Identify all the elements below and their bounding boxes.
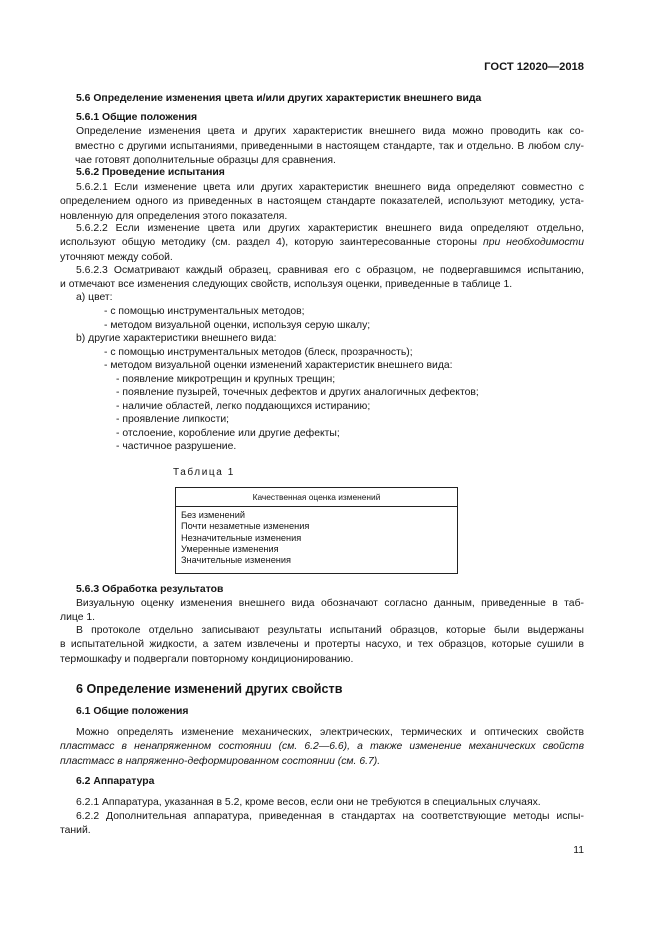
text-line: лице 1.: [60, 612, 96, 623]
paragraph-6-2-2-cont: [60, 824, 584, 839]
text-line: и отмечают все изменения следующих свойств, используя оценки, приведенные в таблице 1.: [60, 279, 513, 290]
text-line: определением одного из приведенных в настоящем стандарте показателей, используют методику, уста-: [60, 196, 584, 207]
table-body: [176, 507, 457, 566]
paragraph-6-2-2: [76, 810, 584, 825]
text-line: 5.6.2.2 Если изменение цвета или других характеристик внешнего вида определяют отдельно,: [76, 223, 584, 234]
text-line: чае готовят дополнительные образцы для сравнения.: [75, 155, 336, 167]
paragraph-6-1-cont: [60, 740, 584, 769]
text-line: вместно с другими испытаниями, приведенными в настоящем стандарте, так и отдельно. В любом слу-: [75, 140, 584, 152]
list-b-subitem: - появление пузырей, точечных дефектов и других аналогичных дефектов;: [116, 387, 479, 398]
list-b-item: - с помощью инструментальных методов (блеск, прозрачность);: [104, 347, 413, 358]
text-line: таний.: [60, 825, 91, 836]
text-line: Визуальную оценку изменения внешнего вида обозначают согласно данным, приведенные в таб-: [76, 598, 584, 609]
document-code: ГОСТ 12020—2018: [484, 61, 584, 73]
section-6-2-heading: 6.2 Аппаратура: [76, 776, 155, 787]
text-span: используют общую методику (см. раздел 4), которую заинтересованные стороны: [60, 237, 483, 248]
text-line: пластмасс в ненапряженном состоянии (см. 6.2—6.6), а также изменение механических свойств: [60, 741, 584, 752]
list-b-subitem: - наличие областей, легко поддающихся истиранию;: [116, 401, 371, 412]
table-row: Почти незаметные изменения: [181, 521, 310, 532]
text-line: 6.2.2 Дополнительная аппаратура, приведенная в стандартах на соответствующие методы испы-: [76, 811, 584, 822]
table-header-cell: Качественная оценка изменений: [176, 488, 457, 507]
section-5-6-1-paragraph: [76, 125, 584, 169]
paragraph-5-6-2-1: [76, 181, 584, 196]
text-line: 5.6.2.3 Осматривают каждый образец, сравнивая его с образцом, не подвергавшимся испытанию,: [76, 265, 584, 276]
text-line: новленную для определения этого показателя.: [60, 210, 288, 222]
text-line: 5.6.2.1 Если изменение цвета или других характеристик внешнего вида определяют совместно с: [76, 182, 584, 193]
section-6-1-heading: 6.1 Общие положения: [76, 706, 189, 717]
paragraph-6-1: [76, 726, 584, 741]
italic-span: при необходимости: [483, 237, 584, 248]
table-row: Незначительные изменения: [181, 532, 302, 543]
paragraph-5-6-3-1: [76, 597, 584, 612]
paragraph-6-2-1: 6.2.1 Аппаратура, указанная в 5.2, кроме весов, если они не требуются в специальных случаях.: [76, 797, 541, 808]
section-6-heading: 6 Определение изменений других свойств: [76, 682, 343, 696]
text-line: Определение изменения цвета и других характеристик внешнего вида можно проводить как со-: [76, 126, 584, 137]
list-a-label: a) цвет:: [76, 292, 113, 303]
page-number: 11: [573, 845, 584, 856]
paragraph-5-6-2-2: [76, 222, 584, 237]
text-line: в испытательной жидкости, а затем извлечены и протерты насухо, и тех образцов, которые сушили в: [60, 639, 584, 650]
list-a-item: - методом визуальной оценки, используя серую шкалу;: [104, 320, 371, 331]
paragraph-5-6-2-3: [76, 264, 584, 279]
paragraph-5-6-3-2: [76, 624, 584, 639]
list-b-label: b) другие характеристики внешнего вида:: [76, 333, 277, 344]
text-line: Можно определять изменение механических, электрических, термических и оптических свойств: [76, 727, 584, 738]
table-row: Значительные изменения: [181, 555, 291, 566]
text-line: термошкафу и подвергали повторному кондиционированию.: [60, 653, 354, 665]
section-5-6-2-heading: 5.6.2 Проведение испытания: [76, 167, 225, 178]
list-b-item: - методом визуальной оценки изменений характеристик внешнего вида:: [104, 360, 453, 371]
text-line: [60, 236, 584, 251]
paragraph-5-6-2-3-cont: [60, 278, 584, 293]
list-b-subitem: - отслоение, коробление или другие дефекты;: [116, 428, 340, 439]
list-a-item: - с помощью инструментальных методов;: [104, 306, 305, 317]
text-line: пластмасс в напряженно-деформированном состоянии (см. 6.7).: [60, 755, 381, 767]
list-b-subitem: - частичное разрушение.: [116, 441, 237, 452]
list-b-subitem: - появление микротрещин и крупных трещин;: [116, 374, 336, 385]
text-line: уточняют между собой.: [60, 251, 173, 263]
list-b-subitem: - проявление липкости;: [116, 414, 230, 425]
paragraph-5-6-2-2-cont: [60, 236, 584, 265]
paragraph-5-6-3-2-cont: [60, 638, 584, 667]
paragraph-5-6-2-1-cont: [60, 195, 584, 224]
section-5-6-1-heading: 5.6.1 Общие положения: [76, 112, 198, 123]
table-1: [175, 487, 458, 574]
text-line: В протоколе отдельно записывают результаты испытаний образцов, которые были выдержаны: [76, 625, 584, 636]
table-row: Без изменений: [181, 510, 245, 520]
section-5-6-heading: 5.6 Определение изменения цвета и/или других характеристик внешнего вида: [76, 93, 482, 104]
section-5-6-3-heading: 5.6.3 Обработка результатов: [76, 584, 224, 595]
table-caption: Таблица 1: [173, 467, 235, 478]
table-row: Умеренные изменения: [181, 543, 279, 554]
